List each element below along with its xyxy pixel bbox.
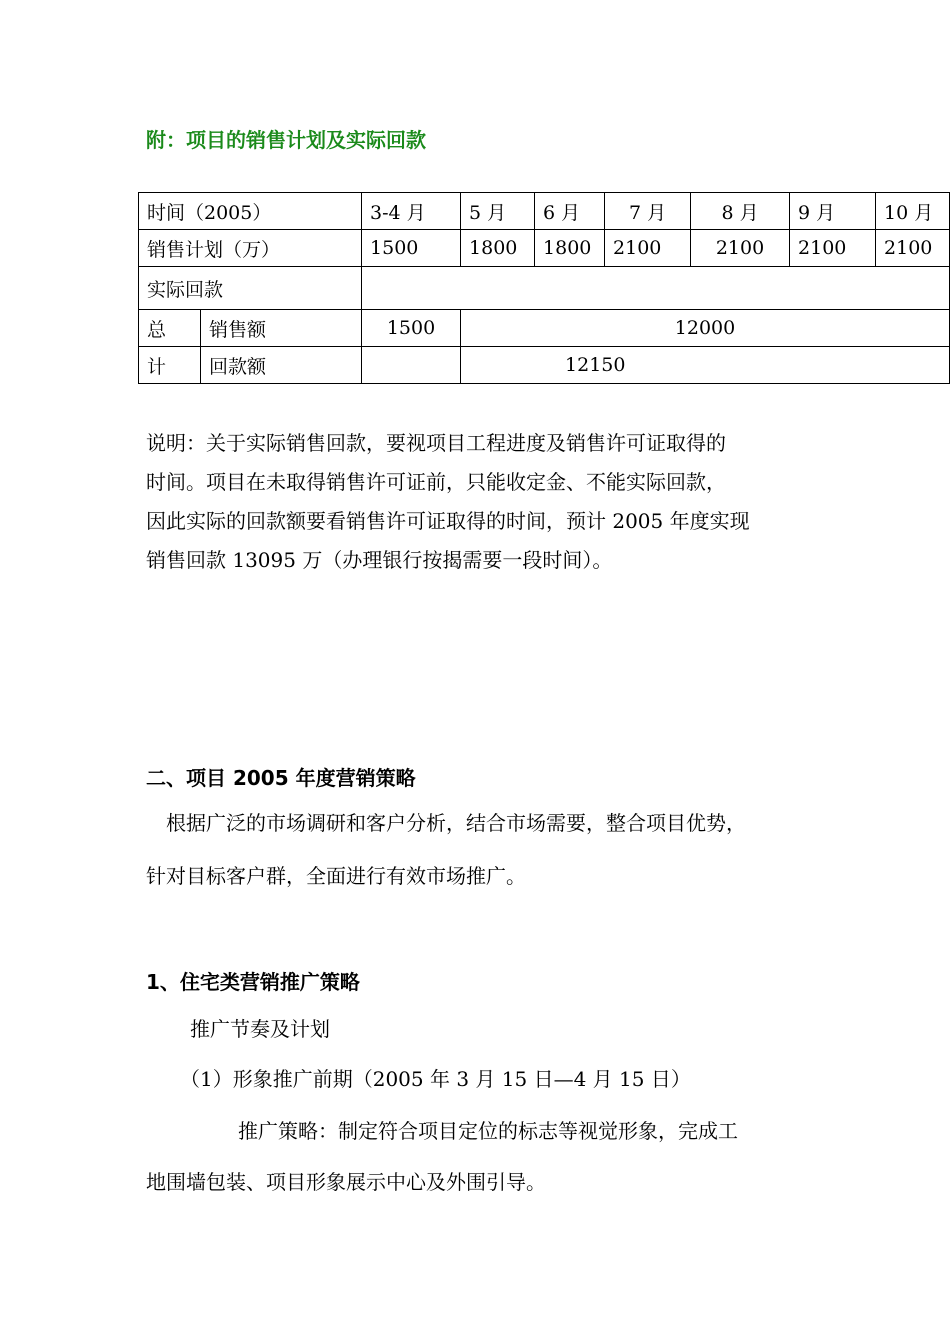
table-cell: 2100 [876,230,950,267]
table-cell [461,347,950,384]
note-line: 销售回款 13095 万（办理银行按揭需要一段时间）。 [146,548,613,572]
paragraph-line: 推广策略：制定符合项目定位的标志等视觉形象，完成工 [238,1119,738,1143]
table-cell: 回款额 [201,347,362,384]
table-cell: 销售计划（万） [139,230,362,267]
table-cell-empty [362,267,950,310]
table-row [139,267,950,310]
table-row [139,347,950,384]
table-row [139,310,950,347]
table-cell: 1800 [535,230,605,267]
table-cell: 2100 [691,230,790,267]
payback-value: 12150 [565,354,626,376]
table-cell: 5 月 [461,193,535,230]
table-cell-empty [362,347,461,384]
section-heading: 二、项目 2005 年度营销策略 [146,766,416,790]
table-cell: 2100 [605,230,691,267]
table-cell: 7 月 [605,193,691,230]
table-cell: 销售额 [201,310,362,347]
table-cell: 总 [139,310,201,347]
table-cell: 时间（2005） [139,193,362,230]
note-line: 因此实际的回款额要看销售许可证取得的时间，预计 2005 年度实现 [146,509,750,533]
table-cell: 2100 [790,230,876,267]
table-cell: 1500 [362,310,461,347]
table-cell: 3-4 月 [362,193,461,230]
subsection-heading: 1、住宅类营销推广策略 [146,970,360,994]
table-cell: 12000 [461,310,950,347]
table-cell: 实际回款 [139,267,362,310]
table-row [139,230,950,267]
note-line: 时间。项目在未取得销售许可证前，只能收定金、不能实际回款， [146,470,726,494]
table-cell: 计 [139,347,201,384]
table-cell: 9 月 [790,193,876,230]
paragraph-line: 地围墙包装、项目形象展示中心及外围引导。 [146,1170,546,1194]
table-cell: 8 月 [691,193,790,230]
table-cell: 1500 [362,230,461,267]
appendix-title: 附：项目的销售计划及实际回款 [146,128,426,152]
table-cell: 1800 [461,230,535,267]
list-item: 推广节奏及计划 [190,1017,330,1041]
table-cell: 10 月 [876,193,950,230]
note-line: 说明：关于实际销售回款，要视项目工程进度及销售许可证取得的 [146,431,726,455]
table-header-row [139,193,950,230]
paragraph-line: 根据广泛的市场调研和客户分析，结合市场需要，整合项目优势， [166,811,746,835]
phase-item: （1）形象推广前期（2005 年 3 月 15 日—4 月 15 日） [180,1067,691,1091]
table-cell: 6 月 [535,193,605,230]
sales-plan-table [138,192,950,384]
paragraph-line: 针对目标客户群，全面进行有效市场推广。 [146,864,526,888]
